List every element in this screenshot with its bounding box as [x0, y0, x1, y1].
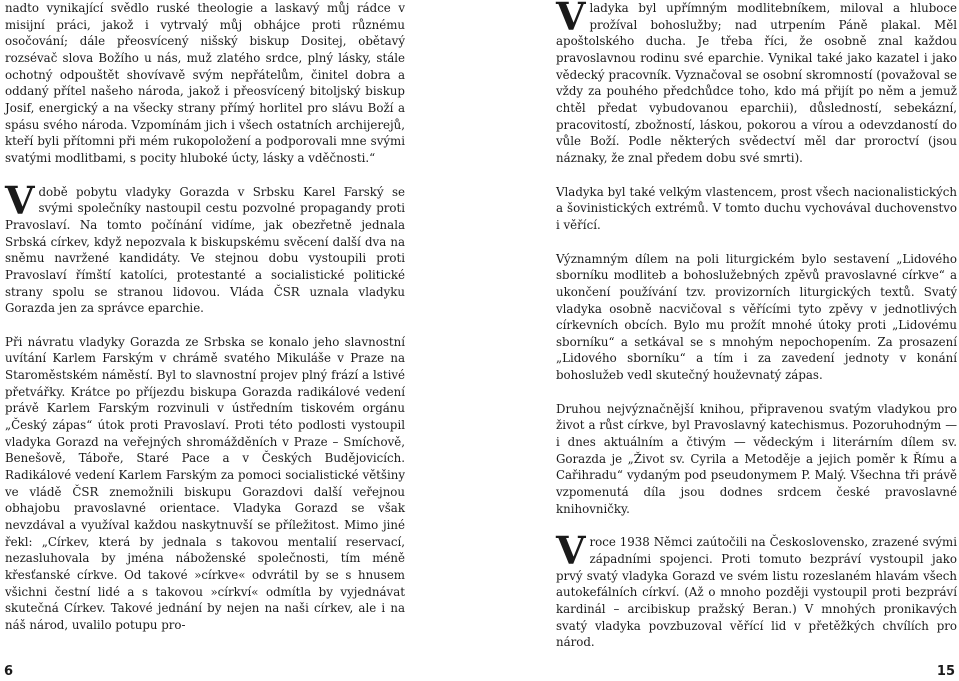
right-paragraph-1 — [556, 0, 957, 167]
right-paragraph-2: Vladyka byl také velkým vlastencem, prost všech nacionalistických a šovinistických extrémů. V tomto duchu vychovával duchovenstvo i věřící. — [556, 184, 957, 232]
right-paragraph-5 — [556, 528, 957, 651]
page-number-right: 15 — [936, 664, 955, 679]
left-paragraph-2-text: době pobytu vladyky Gorazda v Srbsku Karel Farský se svými společníky nastoupil cestu pozvolné propagandy proti Pravoslaví. Na tomto počínání vidíme, jak obezřetně jednala Srbská církev, když nepozvala k biskupskému svěcení další dva na sněmu navržené kandidáty. Ve stejnou dobu vystoupili proti Pravoslaví římští katolíci, protestanté a socialistické politické strany spolu se stranou lidovou. Vláda ČSR uznala vladyku Gorazda jen za správce eparchie. — [5, 184, 405, 316]
right-paragraph-1-text: ladyka byl upřímným modlitebníkem, miloval a hluboce prožíval bohoslužby; nad utrpením Páně plakal. Měl apoštolského ducha. Je třeba říci, že osobně znal každou pravoslavnou rodinu své eparchie. Vynikal také jako kazatel i jako vědecký pracovník. Vyznačoval se osobní skromností (považoval se vždy za pouhého předchůdce toho, kdo má přijít po něm a jemuž chtěl předat vybudovanou eparchii), důsledností, sebekázní, pracovitostí, zbožností, láskou, pokorou a vírou a odevzdaností do vůle Boží. Podle některých svědectví měl dar proroctví (jsou náznaky, že znal předem dobu své smrti). — [556, 1, 957, 165]
right-paragraph-4: Druhou nejvýznačnější knihou, připravenou svatým vladykou pro život a růst církve, byl Pravoslavný katechismus. Pozoruhodným — i dnes aktuálním a čtivým — vědeckým i literárním dílem sv. Gorazda je „Život sv. Cyrila a Metoděje a jejich poměr k Římu a Cařihradu“ vydaným pod pseudonymem P. Malý. Všechna tři právě vzpomenutá díla jsou dodnes srdcem české pravoslavné knihovničky. — [556, 401, 957, 516]
left-paragraph-2 — [5, 177, 405, 317]
right-paragraph-5-text: roce 1938 Němci zaútočili na Československo, zrazené svými západními spojenci. Proti tomuto bezpráví vystoupil jako prvý svatý vladyka Gorazd ve svém listu rozeslaném hlavám všech autokefálních církví. (Až o mnoho později vystoupil proti bezpráví kardinál – arcibiskup pražský Beran.) V mnohých pronikavých svatý vladyka povzbuzoval věřící lid v přetěžkých chvílích pro národ. — [556, 535, 957, 650]
page-number-left: 6 — [4, 664, 14, 679]
drop-cap: V — [556, 0, 586, 39]
right-paragraph-3: Významným dílem na poli liturgickém bylo sestavení „Lidového sborníku modliteb a bohoslužebných zpěvů pravoslavné církve“ a ukončení používání tzv. provizorních liturgických textů. Svatý vladyka osobně nacvičoval s věřícími tyto zpěvy v jednotlivých církevních obcích. Bylo mu prožít mnohé útoky proti „Lidovému sborníku“ a setkával se s mnohým nepochopením. Za prosazení „Lidového sborníku“ a tím i za zavedení jednoty v konání bohoslužeb vedl skutečný houževnatý zápas. — [556, 251, 957, 383]
left-paragraph-1: nadto vynikající svědlo ruské theologie a laskavý můj rádce v misijní práci, jakož i vytrvalý můj obhájce proti různému osočování; dále přeosvícený nišský biskup Dositej, obětavý rozsévač slova Božího u nás, muž zlatého srdce, plný lásky, stále ochotný odpouštět shovívavě svým nepřátelům, činitel dobra a oddaný přítel našeho národa, jakož i přeosvícený bitoljský biskup Josif, energický a na všecky strany přímý horlitel pro slávu Boží a spásu svého národa. Vzpomínám jich i všech ostatních archijerejů, kteří byli přítomni při mém rukopoložení a podporovali mne svými svatými modlitbami, s pocity hluboké úcty, lásky a vděčnosti.“ — [5, 1, 405, 165]
right-page-column — [556, 0, 957, 651]
drop-cap: V — [556, 528, 586, 574]
drop-cap: V — [5, 177, 35, 223]
left-paragraph-3: Při návratu vladyky Gorazda ze Srbska se konalo jeho slavnostní uvítání Karlem Farským v chrámě svatého Mikuláše v Praze na Staroměstském náměstí. Byl to slavnostní projev plný frází a lstivé přetvářky. Krátce po příjezdu biskupa Gorazda radikálové vedení právě Karlem Farským rozvinuli v ústředním tiskovém orgánu „Český zápas“ útok proti Pravoslaví. Proti této podlosti vystoupil vladyka Gorazd na veřejných shromážděních v Praze – Smíchově, Benešově, Táboře, Staré Pace a v Českých Budějovicích. Radikálové vedení Karlem Farským za pomoci socialistické většiny ve vládě ČSR znemožnili biskupu Gorazdovi další veřejnou obhajobu pravoslavné orientace. Vladyka Gorazd se však nevzdával a využíval každou naskytnuvší se příležitost. Mimo jiné řekl: „Církev, která by jednala s takovou mentalií reservací, nezasluhovala by jména náboženské společnosti, tím méně křesťanské církve. Od takové »církve« odvrátil by se s hnusem všichni čestní lidé a s takovou »církví« odmítla by vyjednávat skutečná Církev. Takové jednání by nejen na naši církev, ale i na náš národ, uvalilo potupu pro- — [5, 334, 405, 632]
left-page-column — [5, 0, 405, 634]
